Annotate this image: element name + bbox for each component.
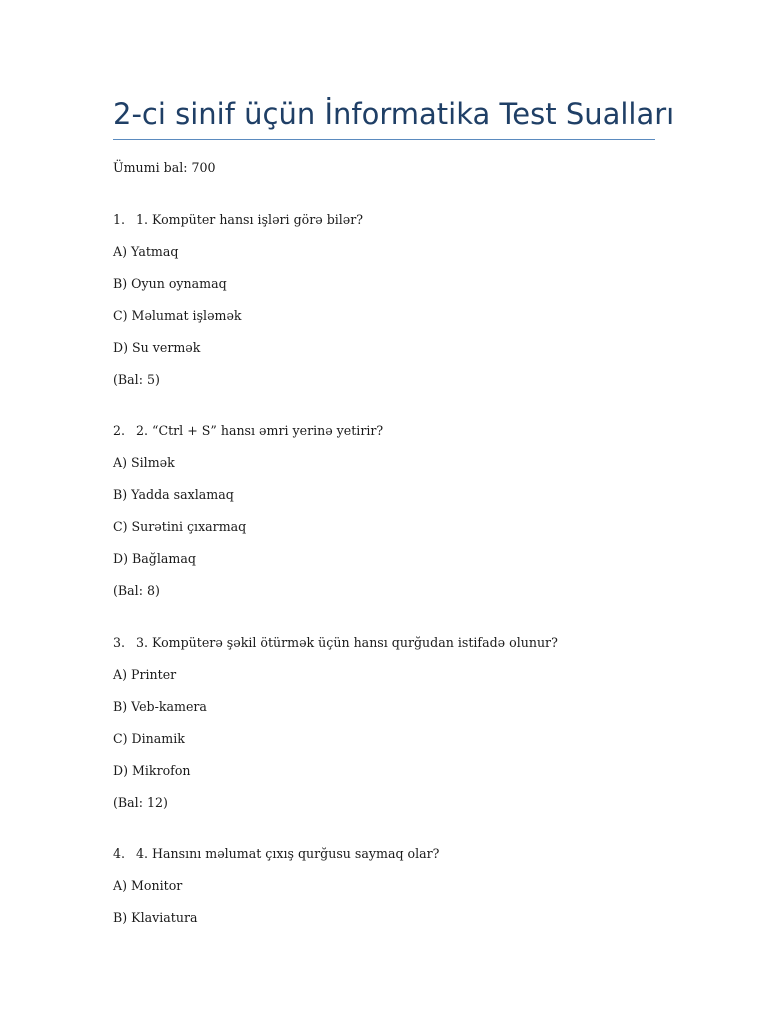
- question-2-option-a: A) Silmək: [113, 455, 175, 470]
- question-2-text: 2. “Ctrl + S” hansı əmri yerinə yetirir?: [136, 423, 384, 438]
- question-1-option-b: B) Oyun oynamaq: [113, 276, 227, 291]
- question-2: [113, 422, 383, 440]
- question-2-number: 2.: [113, 423, 126, 438]
- question-1-option-c: C) Məlumat işləmək: [113, 308, 242, 323]
- question-2-option-c: C) Surətini çıxarmaq: [113, 519, 247, 534]
- question-4-text: 4. Hansını məlumat çıxış qurğusu saymaq olar?: [136, 846, 440, 861]
- document-title: 2-ci sinif üçün İnformatika Test Sualları: [113, 97, 675, 131]
- question-3: [113, 634, 558, 652]
- question-3-option-b: B) Veb-kamera: [113, 699, 207, 714]
- question-4-option-a: A) Monitor: [113, 878, 183, 893]
- question-3-score: (Bal: 12): [113, 795, 168, 810]
- question-1-number: 1.: [113, 212, 126, 227]
- question-2-option-b: B) Yadda saxlamaq: [113, 487, 234, 502]
- question-3-option-d: D) Mikrofon: [113, 763, 191, 778]
- question-3-text: 3. Kompüterə şəkil ötürmək üçün hansı qurğudan istifadə olunur?: [136, 635, 558, 650]
- total-score: Ümumi bal: 700: [113, 160, 216, 175]
- question-3-option-c: C) Dinamik: [113, 731, 185, 746]
- question-3-number: 3.: [113, 635, 126, 650]
- title-underline: [113, 139, 655, 140]
- question-1-text: 1. Kompüter hansı işləri görə bilər?: [136, 212, 364, 227]
- question-4-number: 4.: [113, 846, 126, 861]
- question-3-option-a: A) Printer: [113, 667, 177, 682]
- question-1: [113, 211, 363, 229]
- question-1-score: (Bal: 5): [113, 372, 160, 387]
- question-2-option-d: D) Bağlamaq: [113, 551, 196, 566]
- question-2-score: (Bal: 8): [113, 583, 160, 598]
- question-4-option-b: B) Klaviatura: [113, 910, 198, 925]
- question-4: [113, 845, 439, 863]
- question-1-option-d: D) Su vermək: [113, 340, 201, 355]
- question-1-option-a: A) Yatmaq: [113, 244, 179, 259]
